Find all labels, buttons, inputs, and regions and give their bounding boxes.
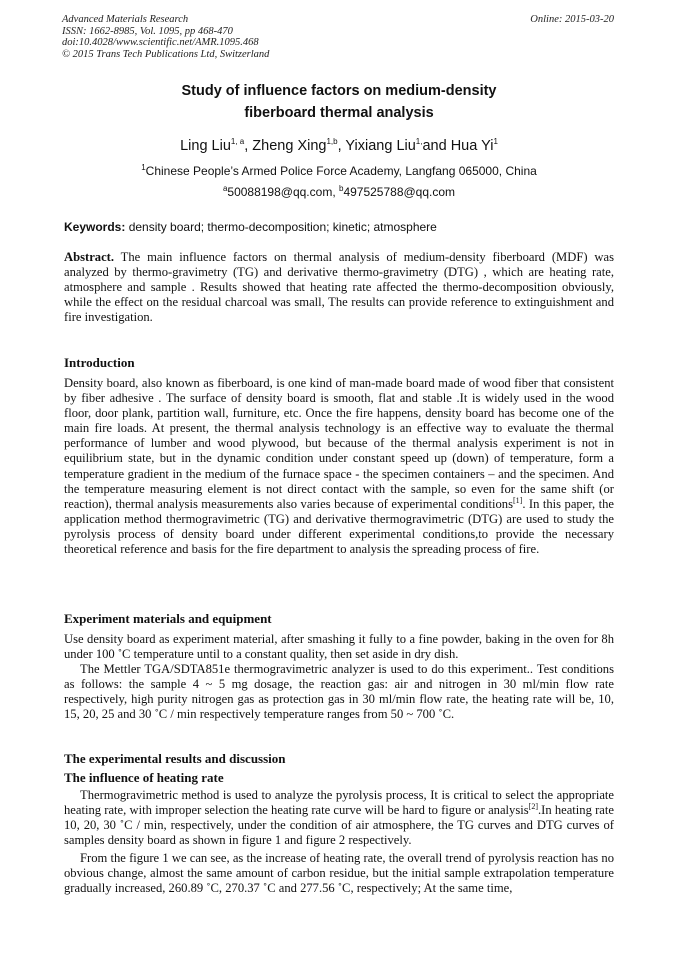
affiliation-text: Chinese People’s Armed Police Force Academy, Langfang 065000, China [145, 164, 537, 178]
affiliation-mark: 1 [141, 163, 146, 172]
journal-name: Advanced Materials Research [62, 14, 189, 25]
introduction-paragraph [64, 376, 614, 557]
section-heading-introduction: Introduction [64, 355, 135, 370]
author-separator: and [422, 138, 451, 154]
email-a: 50088198@qq.com, [227, 185, 339, 199]
doi-line: doi:10.4028/www.scientific.net/AMR.1095.468 [62, 37, 259, 49]
section-heading-results: The experimental results and discussion [64, 751, 286, 766]
intro-text-cont: . In this paper, the application method thermogravimetric (TG) and derivative thermogravimetric (DTG) are used to study the pyrolysis process of density board under different experimental conditions,to provide the necessary theoretical reference and basis for the fire department to analysis the spreading process of fire. [64, 496, 614, 557]
email-mark-b: b [338, 184, 344, 193]
author-affil-mark: 1, a [230, 137, 245, 147]
author-separator: , [337, 138, 346, 154]
keywords [64, 220, 437, 234]
journal-meta [62, 14, 269, 60]
author-name: Yixiang Liu [345, 138, 416, 154]
author-name: Ling Liu [180, 138, 231, 154]
author-list [0, 138, 678, 154]
subsection-heading-heating-rate: The influence of heating rate [64, 770, 224, 785]
section-heading-experiment: Experiment materials and equipment [64, 611, 272, 626]
paper-title [0, 80, 678, 124]
abstract [64, 250, 614, 325]
title-line-2: fiberboard thermal analysis [244, 105, 434, 121]
experiment-paragraph-1: Use density board as experiment material, after smashing it fully to a fine powder, baking in the oven for 8h under 100 ˚C temperature until to a constant quality, then set aside in dry dish. [64, 632, 614, 662]
citation-ref: [2] [528, 801, 538, 811]
affiliation [0, 164, 678, 178]
email-b: 497525788@qq.com [343, 185, 456, 199]
heating-rate-paragraph-2: From the figure 1 we can see, as the increase of heating rate, the overall trend of pyrolysis reaction has no obvious change, almost the same amount of carbon residue, but the initial sample extrapolation temperature gradually increased, 260.89 ˚C, 270.37 ˚C and 277.56 ˚C, respectively; At the same time, [64, 851, 614, 896]
keywords-label: Keywords: [64, 220, 126, 234]
citation-ref: [1] [513, 495, 523, 505]
experiment-paragraph-2: The Mettler TGA/SDTA851e thermogravimetric analyzer is used to do this experiment.. Test conditions as follows: the sample 4 ~ 5 mg dosage, the reaction gas: air and nitrogen in 30 ml/min flow rate respectively, high purity nitrogen gas as protection gas in 30 ml/min flow rate, the heating rate will be, 10, 15, 20, 25 and 30 ˚C / min respectively temperature ranges from 50 ~ 700 ˚C. [64, 662, 614, 722]
intro-text: Density board, also known as fiberboard, is one kind of man-made board made of wood fiber that consistent by fiber adhesive . The surface of density board is smooth, flat and stable .It is widely used in the wood floor, door plank, partition wall, furniture, etc. Once the fire happens, density board has become one of the main fire loads. At present, the thermal analysis technology is an effective way to evaluate the thermal performance of lumber and wood plywood, but because of the thermal analysis experiment is not in equilibrium state, but in the dynamic condition under constant speed up (down) of temperature, form a temperature gradient in the medium of the furnace space - the specimen containers – and the specimen. And the temperature measuring element is not direct contact with the sample, so even for the same shift (or reaction), thermal analysis measurements also varies because of experimental conditions [64, 376, 614, 511]
abstract-label: Abstract. [64, 250, 115, 264]
heating-text-cont: .In heating rate 10, 20, 30 ˚C / min, respectively, under the condition of air atmosphere, the TG curves and DTG curves of samples density board as shown in figure 1 and figure 2 respectively. [64, 803, 614, 848]
author-affil-mark: 1 [493, 137, 498, 147]
online-date: Online: 2015-03-20 [530, 14, 614, 25]
email-line [0, 185, 678, 199]
heating-rate-paragraph-1 [64, 788, 614, 848]
abstract-text: The main influence factors on thermal analysis of medium-density fiberboard (MDF) was analyzed by thermo-gravimetry (TG) and derivative thermo-gravimetry (DTG) , which are heating rate, atmosphere and sample . Results showed that heating rate affected the thermo-decomposition obviously, while the effect on the residual charcoal was small, The results can provide reference to extinguishment and fire investigation. [64, 250, 614, 325]
issn-line: ISSN: 1662-8985, Vol. 1095, pp 468-470 [62, 25, 233, 37]
author-separator: , [244, 138, 253, 154]
keywords-text: density board; thermo-decomposition; kinetic; atmosphere [125, 220, 437, 234]
author-affil-mark: 1, [415, 137, 423, 147]
author-name: Hua Yi [450, 138, 494, 154]
author-name: Zheng Xing [252, 138, 327, 154]
title-line-1: Study of influence factors on medium-density [181, 83, 497, 99]
heating-text: Thermogravimetric method is used to analyze the pyrolysis process, It is critical to select the appropriate heating rate, with improper selection the heating rate curve will be hard to figure or analysis [64, 788, 614, 818]
author-affil-mark: 1,b [326, 137, 338, 147]
copyright-line: © 2015 Trans Tech Publications Ltd, Switzerland [62, 48, 270, 60]
email-mark-a: a [222, 184, 228, 193]
